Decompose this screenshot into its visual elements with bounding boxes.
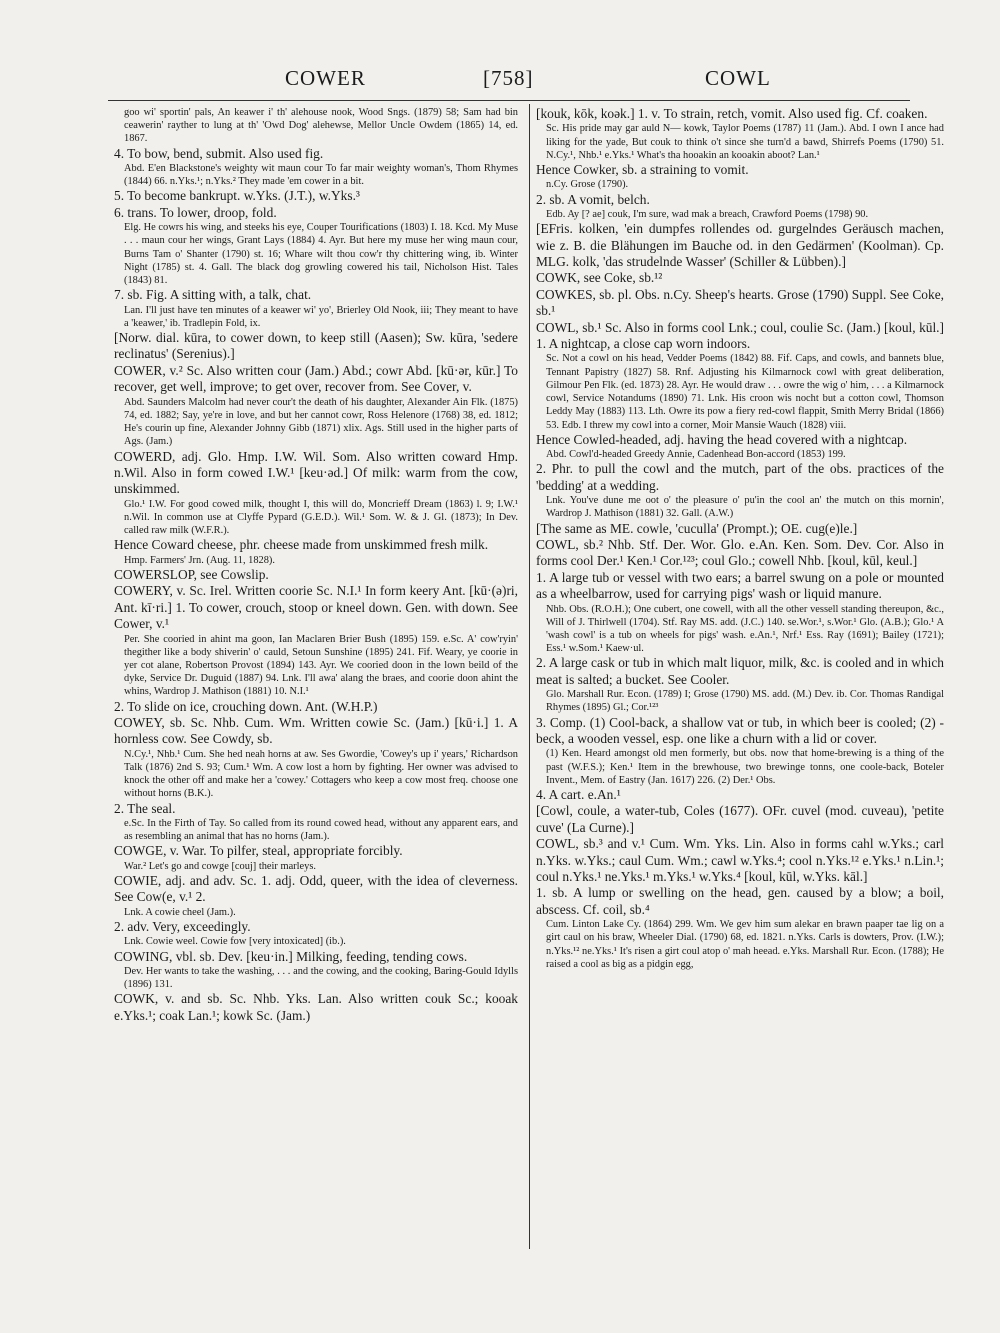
entry-paragraph: COWK, v. and sb. Sc. Nhb. Yks. Lan. Also written couk Sc.; kooak e.Yks.¹; coak Lan.¹; kowk Sc. (Jam.) bbox=[114, 991, 518, 1023]
entry-paragraph: Hence Cowker, sb. a straining to vomit. bbox=[536, 162, 749, 178]
left-column bbox=[114, 106, 518, 1248]
citation-paragraph: Dev. Her wants to take the washing, . . . and the cowing, and the cooking, Baring-Gould Idylls (1896) 131. bbox=[124, 966, 518, 991]
entry-paragraph: COWER, v.² Sc. Also written cour (Jam.) Abd.; cowr Abd. [kū·ər, kūr.] To recover, get well, improve; to get over, recover from. See Cover, v. bbox=[114, 362, 518, 395]
right-column bbox=[536, 106, 944, 1248]
entry-paragraph: [The same as ME. cowle, 'cuculla' (Prompt.); OE. cug(e)le.] bbox=[536, 520, 858, 536]
entry-paragraph: COWERY, v. Sc. Irel. Written coorie Sc. N.I.¹ In form keery Ant. [kū·(ə)ri, Ant. kī·ri.] 1. To cower, crouch, stoop or kneel down. Gen. with down. See Cower, v.¹ bbox=[114, 583, 518, 632]
citation-paragraph: Lnk. A cowie cheel (Jam.). bbox=[124, 906, 236, 918]
entry-paragraph: 4. A cart. e.An.¹ bbox=[536, 787, 621, 803]
entry-paragraph: COWL, sb.¹ Sc. Also in forms cool Lnk.; coul, coulie Sc. (Jam.) [koul, kūl.] 1. A nightcap, a close cap worn indoors. bbox=[536, 319, 944, 352]
entry-paragraph: 2. sb. A vomit, belch. bbox=[536, 191, 650, 207]
citation-paragraph: Sc. Not a cowl on his head, Vedder Poems (1842) 88. Fif. Caps, and cowls, and bannets blue, Tennant Papistry (1827) 58. Rnf. Adjusting his Kilmarnock cowl with great deliberation, Gilmour Pen Flk. (ed. 1873) 28. Ayr. He would draw . . . owre the wig o' him, . . . a Kilmarnock cowl, Service Notandums (1890) 71. Lnk. His croon wis nocht but a cotton cowl, Thomson Leddy May (1883) 113. Lth. Owre its pow a fiery red-cowl flappit, Smith Merry Bridal (1866) 53. Edb. I threw my cowl into a corner, Moir Mansie Wauch (1828) viii. bbox=[546, 353, 944, 431]
entry-paragraph: 7. sb. Fig. A sitting with, a talk, chat. bbox=[114, 287, 312, 303]
citation-paragraph: N.Cy.¹, Nhb.¹ Cum. She hed neah horns at aw. Ses Gwordie, 'Cowey's up i' years,' Richardson Talk (1876) 2nd S. 93; Cum.¹ Wm. A cow lost a horn by fighting. Her owner was advised to knock the other off and make her a 'cowey.' Cottagers who keep a cow most freq. choose one without horns (B.K.). bbox=[124, 748, 518, 800]
entry-paragraph: 2. To slide on ice, crouching down. Ant. (W.H.P.) bbox=[114, 698, 378, 714]
citation-paragraph: Elg. He cowrs his wing, and steeks his eye, Couper Tourifications (1803) I. 18. Kcd. My Muse . . . maun cour her wings, Grant Lays (1884) 4. Ayr. But here my muse her wing maun cour, Burns Tam o' Shanter (1790) st. 16; Whare wilt thou cow'r thy chittering wing, ib. Winter Night (1785) st. 4. Gall. The black dog growling cowered his tail, Nicholson Hist. Tales (1843) 81. bbox=[124, 222, 518, 287]
entry-paragraph: COWERSLOP, see Cowslip. bbox=[114, 566, 269, 582]
citation-paragraph: Edb. Ay [? ae] couk, I'm sure, wad mak a breach, Crawford Poems (1798) 90. bbox=[546, 209, 869, 221]
page-number: [758] bbox=[483, 66, 534, 90]
citation-paragraph: Abd. Saunders Malcolm had never cour't the death of his daughter, Alexander Ain Flk. (1875) 74, ed. 1882; Say, ye're in love, and but her cannot cowr, Ross Helenore (1768) 38, ed. 1812; He's courin up fine, Alexander Johnny Gibb (1871) xlix. Ags. Still used in the higher parts of Ags. (Jam.) bbox=[124, 396, 518, 448]
citation-paragraph: Glo. Marshall Rur. Econ. (1789) I; Grose (1790) MS. add. (M.) Dev. ib. Cor. Thomas Randigal Rhymes (1895) Gl.; Cor.¹²³ bbox=[546, 689, 944, 714]
entry-paragraph: 3. Comp. (1) Cool-back, a shallow vat or tub, in which beer is cooled; (2) -beck, a wooden vessel, esp. one like a churn with a lid or cover. bbox=[536, 714, 944, 746]
citation-paragraph: Cum. Linton Lake Cy. (1864) 299. Wm. We gev him sum alekar en brawn paaper tae lig on a girt caul on his braw, Wheeler Dial. (1790) 68, ed. 1821. n.Yks. Carls is dowters, Prov. (I.W.); n.Yks.¹² ne.Yks.¹ It's risen a girt coul atop o' mah heead. e.Yks. Marshall Rur. Econ. (1788); He raised a cool as big as a pidgin egg, bbox=[546, 919, 944, 970]
entry-paragraph: COWK, see Coke, sb.¹² bbox=[536, 270, 663, 286]
entry-paragraph: 2. Phr. to pull the cowl and the mutch, part of the obs. practices of the 'bedding' at a wedding. bbox=[536, 461, 944, 493]
entry-paragraph: 5. To become bankrupt. w.Yks. (J.T.), w.Yks.³ bbox=[114, 188, 360, 204]
citation-paragraph: Nhb. Obs. (R.O.H.); One cubert, one cowell, with all the other vessell standing thereupon, &c., Will of J. Thirlwell (1704). Stf. Ray MS. add. (J.C.) 140. se.Wor.¹, s.Wor.¹ Glo. (A.B.); Glo.¹ A 'wash cowl' is a tub on wheels for pigs' wash. e.An.¹, Nrf.¹ Ess. Ray (1691); Bailey (1721); Ess.¹ w.Som.¹ Kaew·ul. bbox=[546, 603, 944, 655]
citation-paragraph: Lnk. Cowie weel. Cowie fow [very intoxicated] (ib.). bbox=[124, 936, 346, 948]
entry-paragraph: [EFris. kolken, 'ein dumpfes rollendes od. gurgelndes Geräusch machen, wie z. B. die Blähungen im Bauche od. in den Gedärmen' (Koolman). Cp. MLG. kolk, 'das strudelnde Wasser' (Schiller & Lübben).] bbox=[536, 221, 944, 270]
entry-paragraph: COWGE, v. War. To pilfer, steal, appropriate forcibly. bbox=[114, 843, 403, 859]
citation-paragraph: Hmp. Farmers' Jrn. (Aug. 11, 1828). bbox=[124, 554, 275, 566]
running-head-left: COWER bbox=[285, 66, 366, 90]
entry-paragraph: COWIE, adj. and adv. Sc. 1. adj. Odd, queer, with the idea of cleverness. See Cow(e, v.¹ 2. bbox=[114, 873, 518, 905]
citation-paragraph: Glo.¹ I.W. For good cowed milk, thought I, this will do, Moncrieff Dream (1863) l. 9; I.W.¹ n.Wil. In common use at Clyffe Pypard (G.E.D.). Wil.¹ Som. W. & J. Gl. (1873); In Dev. called raw milk (W.F.R.). bbox=[124, 498, 518, 537]
entry-paragraph: [Norw. dial. kūra, to cower down, to keep still (Aasen); Sw. kūra, 'sedere reclinatus' (Serenius).] bbox=[114, 330, 518, 362]
citation-paragraph: Abd. E'en Blackstone's weighty wit maun cour To far mair weighty woman's, Thom Rhymes (1844) 66. n.Yks.¹; n.Yks.² They made 'em cower in a bit. bbox=[124, 163, 518, 188]
entry-paragraph: Hence Cowled-headed, adj. having the head covered with a nightcap. bbox=[536, 431, 908, 447]
citation-paragraph: Lnk. You've dune me oot o' the pleasure o' pu'in the cool an' the mutch on this mornin', Wardrop J. Mathison (1881) 32. Gall. (A.W.) bbox=[546, 495, 944, 520]
citation-paragraph: (1) Ken. Heard amongst old men formerly, but obs. now that home-brewing is a thing of the past (W.F.S.); Ken.¹ Item in the brewhouse, two brewinge tonns, one coole-back, Boteler Invent., Mem. of Eastry (Jan. 1617) 226. (2) Der.¹ Obs. bbox=[546, 748, 944, 786]
citation-paragraph: e.Sc. In the Firth of Tay. So called from its round cowed head, without any apparent ears, and as resembling an animal that has no horns (Jam.). bbox=[124, 818, 518, 843]
entry-paragraph: COWL, sb.³ and v.¹ Cum. Wm. Yks. Lin. Also in forms cahl w.Yks.; carl n.Yks. w.Yks.; caul Cum. Wm.; cawl w.Yks.⁴; cool n.Yks.¹² e.Yks.¹ n.Lin.¹; coul n.Yks.¹ ne.Yks.¹ m.Yks.¹ w.Yks.⁴ [koul, kūl, w.Yks. kāl.] bbox=[536, 836, 944, 885]
entry-paragraph: [kouk, kōk, koək.] 1. v. To strain, retch, vomit. Also used fig. Cf. coaken. bbox=[536, 106, 928, 121]
entry-paragraph: COWKES, sb. pl. Obs. n.Cy. Sheep's hearts. Grose (1790) Suppl. See Coke, sb.¹ bbox=[536, 286, 944, 319]
entry-paragraph: 2. adv. Very, exceedingly. bbox=[114, 919, 251, 935]
entry-paragraph: 1. A large tub or vessel with two ears; a barrel swung on a pole or mounted as a wheelbarrow, used for carrying pigs' wash or liquid manure. bbox=[536, 569, 944, 602]
entry-paragraph: 2. A large cask or tub in which malt liquor, milk, &c. is cooled and in which meat is salted; a bucket. See Cooler. bbox=[536, 655, 944, 687]
entry-paragraph: Hence Coward cheese, phr. cheese made from unskimmed fresh milk. bbox=[114, 537, 489, 553]
column-divider bbox=[529, 104, 530, 1249]
citation-paragraph: goo wi' sportin' pals, An keawer i' th' alehouse nook, Wood Sngs. (1879) 58; Sam had bin ceawerin' rayther to lung at th' 'Owd Dog' alehewse, Mellor Uncle Owdem (1865) 14, ed. 1867. bbox=[124, 107, 518, 145]
entry-paragraph: 2. The seal. bbox=[114, 800, 176, 816]
citation-paragraph: n.Cy. Grose (1790). bbox=[546, 179, 629, 191]
entry-paragraph: 4. To bow, bend, submit. Also used fig. bbox=[114, 145, 324, 161]
entry-paragraph: 6. trans. To lower, droop, fold. bbox=[114, 204, 277, 220]
entry-paragraph: COWING, vbl. sb. Dev. [keu·in.] Milking, feeding, tending cows. bbox=[114, 948, 468, 964]
entry-paragraph: 1. sb. A lump or swelling on the head, gen. caused by a blow; a boil, abscess. Cf. coil, sb.⁴ bbox=[536, 885, 944, 917]
citation-paragraph: War.² Let's go and cowge [couj] their marleys. bbox=[124, 860, 316, 872]
header-rule bbox=[108, 100, 910, 101]
entry-paragraph: COWERD, adj. Glo. Hmp. I.W. Wil. Som. Also written coward Hmp. n.Wil. Also in form cowed I.W.¹ [keu·əd.] Of milk: warm from the cow, unskimmed. bbox=[114, 448, 518, 497]
entry-paragraph: COWL, sb.² Nhb. Stf. Der. Wor. Glo. e.An. Ken. Som. Dev. Cor. Also in forms cool Der.¹ Ken.¹ Cor.¹²³; coul Glo.; cowell Nhb. [koul, kūl, keul.] bbox=[536, 536, 944, 569]
entry-paragraph: COWEY, sb. Sc. Nhb. Cum. Wm. Written cowie Sc. (Jam.) [kū·i.] 1. A hornless cow. See Cowdy, sb. bbox=[114, 714, 518, 747]
citation-paragraph: Abd. Cowl'd-headed Greedy Annie, Cadenhead Bon-accord (1853) 199. bbox=[546, 449, 846, 461]
citation-paragraph: Lan. I'll just have ten minutes of a keawer wi' yo', Brierley Old Nook, iii; They meant to have a 'keawer,' ib. Tradlepin Fold, ix. bbox=[124, 304, 518, 329]
citation-paragraph: Per. She cooried in ahint ma goon, Ian Maclaren Brier Bush (1895) 159. e.Sc. A' cow'ryin' thegither like a body shiverin' o' cauld, Setoun Sunshine (1895) 241. Fif. Weary, ye coorie in yer cot alane, Robertson Provost (1894) 143. Ayr. We cooried doon in the lown beild of the dyke, Service Dr. Duguid (1887) 94. Lnk. I'll awa' alang the braes, and coorie doon ahint the whins, Wardrop J. Mathison (1881) 10. N.I.¹ bbox=[124, 633, 518, 698]
citation-paragraph: Sc. His pride may gar auld N— kowk, Taylor Poems (1787) 11 (Jam.). Abd. I own I ance had liking for the yade, But couk to think o't since she turn'd a bawd, Shirrefs Poems (1790) 51. N.Cy.¹, Nhb.¹ e.Yks.¹ What's tha hooakin an kooakin aboot? Lan.¹ bbox=[546, 123, 944, 161]
entry-paragraph: [Cowl, coule, a water-tub, Coles (1677). OFr. cuvel (mod. cuveau), 'petite cuve' (La Curne).] bbox=[536, 803, 944, 835]
running-head-right: COWL bbox=[705, 66, 771, 90]
